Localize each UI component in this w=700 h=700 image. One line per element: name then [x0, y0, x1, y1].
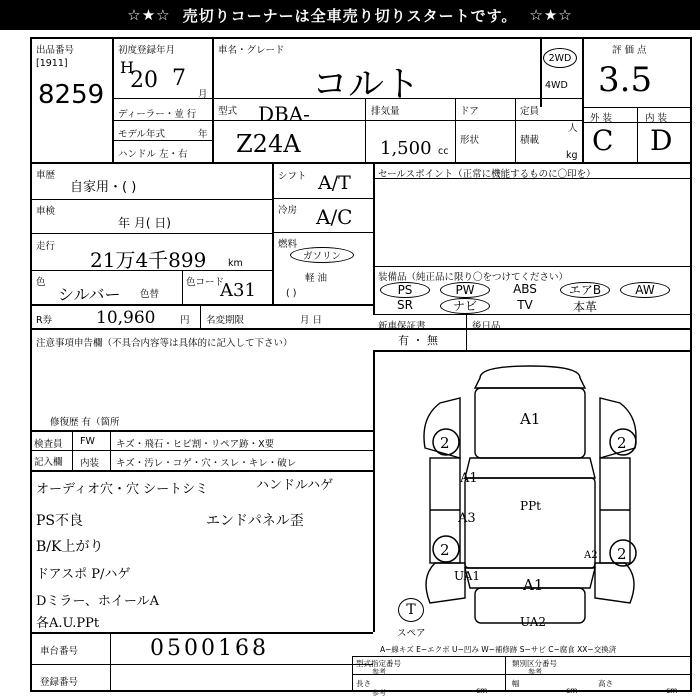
name-label: 車名・グレード [218, 45, 285, 56]
exterior-label: 外 装 [590, 113, 613, 124]
history-label: 車歴 [36, 170, 56, 181]
disp-label: 排気量 [371, 106, 400, 117]
int-items: キズ・汚レ・コゲ・穴・スレ・キレ・破レ [116, 458, 297, 469]
equip-item: ナビ [440, 298, 490, 314]
diag-front: A1 [520, 410, 541, 428]
after-label: 後日品 [472, 321, 501, 332]
diag-left-front: A1 [460, 471, 478, 486]
month-unit: 月 [198, 89, 208, 100]
grade-value: 3.5 [598, 60, 653, 100]
diag-bottom: UA2 [520, 615, 547, 629]
interior-value: D [650, 124, 673, 157]
diag-tire-fl: 2 [440, 434, 450, 452]
form-cat-ref: 参考 [528, 668, 542, 676]
recycle-unit: 円 [180, 315, 190, 326]
equip-item: TV [517, 298, 533, 312]
height-unit: cm [666, 686, 678, 695]
chassis-label: 車台番号 [40, 646, 79, 657]
diag-right-rear: A2 [584, 550, 598, 561]
type-value-2: Z24A [236, 130, 301, 158]
lot-number: 8259 [38, 80, 105, 110]
capacity-label: 定員 [520, 106, 540, 117]
note-3: エンドパネル歪 [206, 513, 304, 529]
load-label: 積載 [520, 135, 540, 146]
shift-value: A/T [318, 172, 351, 194]
first-reg-era: H [120, 58, 134, 77]
load-unit: kg [566, 150, 578, 161]
model-year-label: モデル年式 [118, 129, 166, 140]
dealer-label: ディーラー・並 行 [118, 109, 197, 120]
first-reg-label: 初度登録年月 [118, 45, 176, 56]
legend: A−線キズ E−エクボ U−凹み W−補修跡 S−サビ C−腐食 XX−交換済 [380, 645, 617, 654]
len-ref: 参考 [372, 689, 386, 697]
name-change-value: 月 日 [300, 315, 323, 326]
equip-item: SR [397, 298, 413, 312]
grade-label: 評 価 点 [612, 45, 647, 56]
note-1: ハンドルハゲ [256, 478, 334, 493]
diag-left-rear: UA1 [454, 569, 481, 583]
mileage-value: 21万4千899 [90, 248, 207, 272]
spare-label: スペア [397, 628, 426, 639]
fuel-label: 燃料 [278, 239, 298, 250]
ac-label: 冷房 [278, 205, 298, 216]
recycle-label: R券 [36, 315, 53, 326]
drive-2wd: 2WD [543, 48, 577, 68]
chassis-value: 0500168 [150, 636, 269, 661]
diag-left-mid: A3 [458, 511, 476, 526]
equip-item: PS [380, 282, 430, 298]
lot-label: 出品番号 [36, 45, 75, 56]
shape-label: 形状 [460, 135, 480, 146]
ext-items: キズ・飛石・ヒビ割・リペア跡・X要 [116, 439, 275, 450]
model-year-unit: 年 [198, 129, 208, 140]
name-value: コルト [312, 64, 421, 105]
banner-text: 売切りコーナーは全車売り切りスタートです。 [182, 6, 518, 25]
fuel-oil: 軽 油 [305, 273, 328, 284]
equip-item: エアB [560, 282, 610, 298]
banner [0, 0, 700, 30]
equip-item: AW [620, 282, 670, 298]
entry-label: 記入欄 [34, 457, 63, 468]
name-change-label: 名変期限 [206, 315, 245, 326]
form-type-label: 型式指定番号 [356, 659, 401, 668]
fuel-paren: ( ) [286, 288, 297, 299]
reg-label: 登録番号 [40, 677, 79, 688]
damage-diagram [380, 358, 690, 638]
note-2: PS不良 [36, 513, 84, 529]
capacity-unit: 人 [568, 123, 578, 134]
interior-label: 内 装 [645, 113, 668, 124]
note-5: ドアスポ P/ハゲ [36, 567, 131, 582]
handle-label: ハンドル 左・右 [118, 149, 188, 160]
len-label: 長さ [356, 679, 371, 688]
recycle-value: 10,960 [96, 308, 156, 328]
len-unit: cm [476, 686, 488, 695]
fuel-gas: ガソリン [290, 247, 354, 263]
note-6: Dミラー、ホイールA [36, 594, 160, 609]
color-change-label: 色替 [140, 289, 160, 300]
color-code-value: A31 [220, 280, 256, 301]
form-cat-label: 類別区分番号 [512, 659, 557, 668]
int-label: 内装 [80, 458, 100, 469]
ac-value: A/C [316, 205, 353, 229]
form-ref-label: 参考 [372, 668, 386, 676]
width-unit: cm [566, 686, 578, 695]
exterior-value: C [592, 124, 614, 157]
history-value: 自家用・( ) [70, 180, 137, 195]
first-reg-year: 20 [130, 68, 158, 93]
mileage-unit: km [228, 258, 243, 269]
inspection-label: 車検 [36, 206, 56, 217]
shift-label: シフト [278, 171, 307, 182]
sales-label: セールスポイント（正常に機能するものに〇印を） [378, 169, 596, 180]
disp-unit: cc [438, 146, 449, 157]
diag-tire-rl: 2 [440, 541, 450, 559]
diag-tire-rr: 2 [617, 545, 627, 563]
note-4: B/K上がり [36, 539, 104, 555]
first-reg-month: 7 [172, 66, 186, 91]
equip-label: 装備品（純正品に限り〇をつけてください） [378, 272, 569, 283]
note-7: 各A.U.PPt [36, 616, 100, 631]
color-label: 色 [36, 277, 46, 288]
spare-value: T [398, 598, 424, 622]
equip-item: PW [440, 282, 490, 298]
equip-item: 本革 [572, 300, 597, 314]
notes-label: 注意事項申告欄（不具合内容等は具体的に記入して下さい） [36, 338, 293, 349]
width-label: 幅 [512, 679, 520, 688]
banner-stars-right: ☆★☆ [529, 6, 573, 24]
repair-label: 修復歴 有（箇所 [50, 417, 120, 428]
mileage-label: 走行 [36, 241, 56, 252]
diag-tire-fr: 2 [617, 434, 627, 452]
drive-4wd: 4WD [545, 80, 568, 91]
banner-stars-left: ☆★☆ [127, 6, 171, 24]
diag-rear: A1 [523, 576, 544, 594]
disp-value: 1,500 [380, 138, 432, 159]
type-label: 型式 [218, 106, 238, 117]
height-label: 高さ [598, 679, 613, 688]
type-value-1: DBA- [258, 102, 310, 126]
warranty-label: 新車保証書 [378, 321, 426, 332]
note-0: オーディオ穴・穴 シートシミ [36, 482, 209, 497]
color-value: シルバー [58, 285, 121, 304]
warranty-value: 有 ・ 無 [398, 334, 438, 347]
door-label: ドア [460, 106, 479, 117]
color-code-label: 色コード [186, 277, 225, 288]
inspection-value: 年 月( 日) [118, 216, 171, 230]
lot-sub: [1911] [36, 58, 68, 69]
equip-item: ABS [513, 282, 537, 296]
ext-label: FW [80, 436, 95, 447]
inspector-label: 検査員 [34, 439, 63, 450]
diag-center: PPt [520, 499, 541, 513]
